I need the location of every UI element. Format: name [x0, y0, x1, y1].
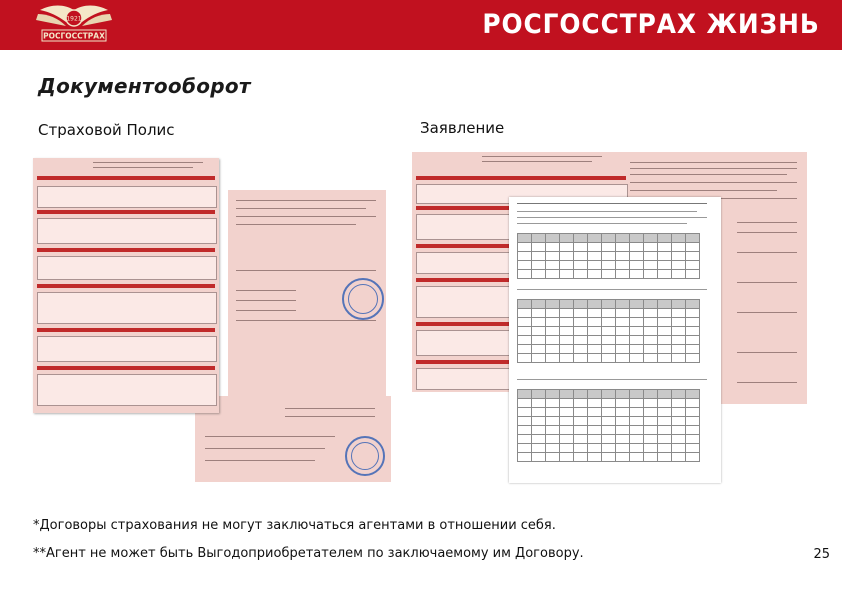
header-bar [0, 0, 842, 50]
brand-name: РОСГОССТРАХ ЖИЗНЬ [482, 9, 820, 40]
policy-document-page-1 [33, 158, 219, 413]
logo-year: 1921 [66, 15, 82, 23]
page-title: Документооборот [38, 74, 251, 98]
stamp-icon [345, 436, 385, 476]
logo-text: РОСГОССТРАХ [43, 31, 105, 41]
insurance-policy-label: Страховой Полис [38, 121, 175, 139]
stamp-icon [342, 278, 384, 320]
page-number: 25 [813, 547, 830, 562]
footnote-1: *Договоры страхования не могут заключаться агентами в отношении себя. [33, 518, 556, 533]
footnote-2: **Агент не может быть Выгодоприобретателем по заключаемому им Договору. [33, 546, 584, 561]
application-document-page-2 [509, 197, 721, 483]
policy-document-page-3 [195, 396, 391, 482]
rosgosstrakh-logo-icon [24, 0, 124, 50]
application-label: Заявление [420, 119, 505, 137]
